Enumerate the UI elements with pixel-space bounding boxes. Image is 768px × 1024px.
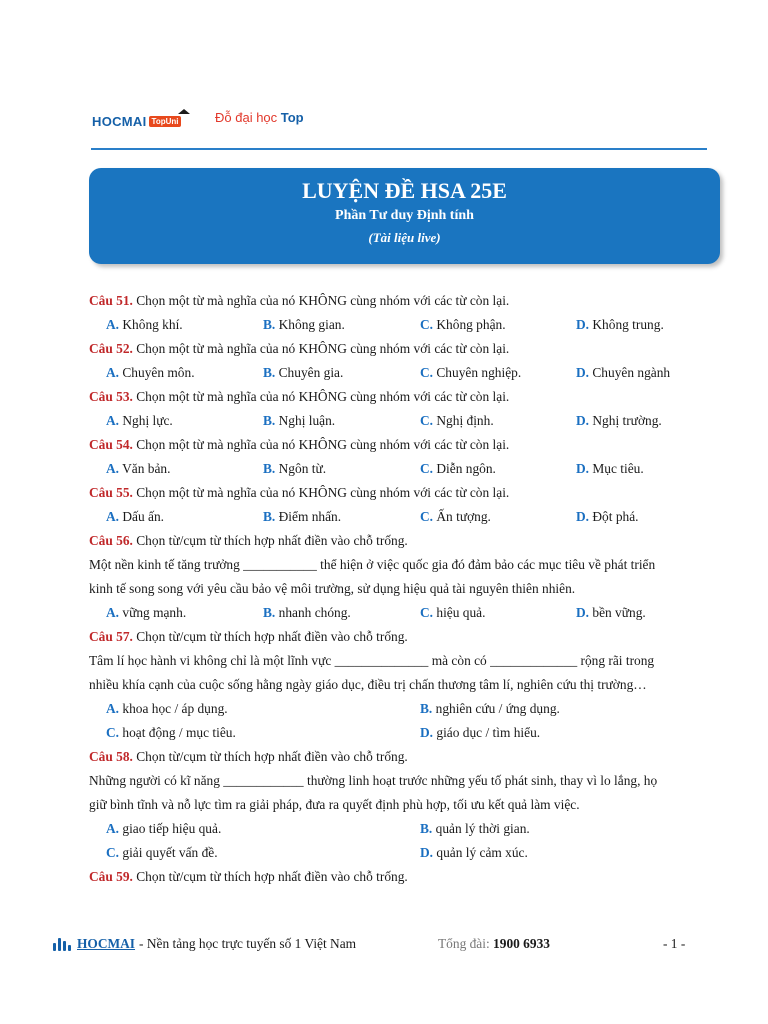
answer-option — [106, 457, 170, 481]
option-text: hoạt động / mục tiêu. — [119, 725, 236, 740]
question-stem — [89, 745, 719, 769]
option-letter: D. — [576, 605, 590, 620]
hocmai-topuni-logo — [92, 112, 181, 130]
question-label: Câu 51. — [89, 293, 133, 308]
question-text: Chọn một từ mà nghĩa của nó KHÔNG cùng nhóm với các từ còn lại. — [132, 341, 510, 356]
answer-option — [263, 601, 351, 625]
option-text: giải quyết vấn đề. — [119, 845, 218, 860]
answer-option — [106, 841, 218, 865]
option-letter: C. — [420, 365, 434, 380]
option-letter: C. — [420, 509, 434, 524]
option-text: giáo dục / tìm hiểu. — [433, 725, 541, 740]
question-passage-line — [89, 553, 719, 577]
option-text: vững mạnh. — [119, 605, 187, 620]
question-label: Câu 52. — [89, 341, 133, 356]
answer-option — [420, 409, 494, 433]
option-letter: A. — [106, 365, 120, 380]
option-letter: D. — [576, 461, 590, 476]
option-text: Đột phá. — [589, 509, 639, 524]
option-text: Không gian. — [275, 317, 345, 332]
option-text: Không phận. — [433, 317, 506, 332]
question-label: Câu 58. — [89, 749, 133, 764]
option-letter: A. — [106, 605, 120, 620]
option-text: nghiên cứu / ứng dụng. — [432, 701, 560, 716]
option-text: Nghị luận. — [275, 413, 336, 428]
page-number: - 1 - — [663, 936, 686, 951]
answer-option — [263, 313, 345, 337]
question-text: Chọn một từ mà nghĩa của nó KHÔNG cùng nhóm với các từ còn lại. — [132, 293, 510, 308]
option-text: Mục tiêu. — [589, 461, 644, 476]
question-passage-line — [89, 673, 719, 697]
answer-option — [106, 505, 164, 529]
option-letter: A. — [106, 317, 120, 332]
option-text: Điểm nhấn. — [275, 509, 342, 524]
option-text: Chuyên môn. — [119, 365, 195, 380]
option-letter: D. — [576, 413, 590, 428]
option-letter: A. — [106, 701, 120, 716]
option-text: Ngôn từ. — [275, 461, 327, 476]
options-row — [89, 601, 719, 625]
option-letter: D. — [576, 365, 590, 380]
question-stem — [89, 433, 719, 457]
answer-option — [263, 409, 335, 433]
option-text: Nghị trường. — [589, 413, 662, 428]
slogan-highlight: Top — [280, 110, 304, 125]
question-label: Câu 56. — [89, 533, 133, 548]
option-letter: B. — [263, 461, 276, 476]
graduation-cap-icon — [178, 109, 190, 114]
option-letter: A. — [106, 509, 120, 524]
question-passage-line — [89, 769, 719, 793]
hocmai-logo-icon — [53, 937, 71, 951]
option-letter: A. — [106, 413, 120, 428]
option-letter: C. — [420, 317, 434, 332]
question-text: nhiều khía cạnh của cuộc sống hằng ngày giáo dục, điều trị chấn thương tâm lí, nghiên cứu thị trường… — [89, 677, 647, 692]
answer-option — [420, 817, 530, 841]
question-label: Câu 57. — [89, 629, 133, 644]
answer-option — [420, 361, 521, 385]
question-label: Câu 59. — [89, 869, 133, 884]
question-passage-line — [89, 649, 719, 673]
option-letter: C. — [420, 605, 434, 620]
answer-option — [263, 457, 326, 481]
option-letter: C. — [106, 845, 120, 860]
answer-option — [106, 361, 195, 385]
page-footer — [53, 936, 693, 954]
options-row — [89, 721, 719, 745]
question-passage-line — [89, 577, 719, 601]
question-text: Những người có kĩ năng ____________ thường linh hoạt trước những yếu tố phát sinh, thay vì lo lắng, họ — [89, 773, 658, 788]
options-row — [89, 697, 719, 721]
question-text: Tâm lí học hành vi không chỉ là một lĩnh vực ______________ mà còn có _____________ rộng rãi trong — [89, 653, 655, 668]
option-text: Không trung. — [589, 317, 664, 332]
header-divider — [91, 148, 707, 150]
document-title: LUYỆN ĐỀ HSA 25E — [302, 178, 507, 203]
question-stem — [89, 865, 719, 889]
question-list — [89, 289, 719, 889]
options-row — [89, 817, 719, 841]
answer-option — [106, 817, 221, 841]
options-row — [89, 457, 719, 481]
question-text: Chọn một từ mà nghĩa của nó KHÔNG cùng nhóm với các từ còn lại. — [132, 437, 510, 452]
answer-option — [106, 697, 228, 721]
answer-option — [106, 409, 173, 433]
options-row — [89, 313, 719, 337]
question-text: Một nền kinh tế tăng trưởng ___________ thể hiện ở việc quốc gia đó đảm bảo các mục tiêu về phát triển — [89, 557, 656, 572]
question-text: Chọn từ/cụm từ thích hợp nhất điền vào chỗ trống. — [132, 629, 408, 644]
option-letter: B. — [263, 413, 276, 428]
question-text: Chọn từ/cụm từ thích hợp nhất điền vào chỗ trống. — [132, 749, 408, 764]
option-text: Văn bản. — [119, 461, 171, 476]
option-letter: B. — [263, 365, 276, 380]
options-row — [89, 505, 719, 529]
question-label: Câu 55. — [89, 485, 133, 500]
question-stem — [89, 289, 719, 313]
footer-logo-link[interactable]: HOCMAI — [77, 936, 136, 951]
option-text: Dấu ấn. — [119, 509, 165, 524]
option-letter: B. — [263, 317, 276, 332]
option-letter: C. — [106, 725, 120, 740]
answer-option — [263, 361, 343, 385]
option-text: Diễn ngôn. — [433, 461, 496, 476]
option-letter: B. — [420, 821, 433, 836]
option-letter: A. — [106, 461, 120, 476]
answer-option — [576, 313, 664, 337]
question-text: kinh tế song song với yêu cầu bảo vệ môi trường, sử dụng hiệu quả tài nguyên thiên nhiên. — [89, 581, 576, 596]
answer-option — [420, 313, 506, 337]
question-text: giữ bình tĩnh và nỗ lực tìm ra giải pháp, đưa ra quyết định phù hợp, tối ưu kết quả làm việc. — [89, 797, 580, 812]
footer-hotline: Tổng đài: 1900 6933 — [438, 936, 550, 951]
option-text: quản lý cảm xúc. — [433, 845, 528, 860]
option-text: Chuyên ngành — [589, 365, 671, 380]
option-text: quản lý thời gian. — [432, 821, 530, 836]
question-stem — [89, 481, 719, 505]
option-letter: A. — [106, 821, 120, 836]
option-letter: D. — [420, 845, 434, 860]
question-stem — [89, 625, 719, 649]
answer-option — [106, 601, 186, 625]
brand-topuni-badge: TopUni — [149, 116, 182, 127]
answer-option — [106, 313, 183, 337]
question-text: Chọn từ/cụm từ thích hợp nhất điền vào chỗ trống. — [132, 869, 408, 884]
option-letter: D. — [420, 725, 434, 740]
answer-option — [576, 601, 646, 625]
footer-logo — [53, 936, 356, 952]
option-text: Ấn tượng. — [433, 509, 491, 524]
answer-option — [106, 721, 236, 745]
answer-option — [420, 841, 528, 865]
document-subtitle: Phần Tư duy Định tính — [335, 208, 474, 223]
hotline-number: 1900 6933 — [493, 936, 550, 951]
answer-option — [420, 601, 485, 625]
answer-option — [576, 409, 662, 433]
answer-option — [576, 505, 639, 529]
question-stem — [89, 337, 719, 361]
footer-tagline: - Nền tảng học trực tuyến số 1 Việt Nam — [139, 936, 357, 951]
option-letter: D. — [576, 317, 590, 332]
document-note: (Tài liệu live) — [368, 230, 441, 245]
question-passage-line — [89, 793, 719, 817]
question-stem — [89, 529, 719, 553]
option-letter: B. — [263, 605, 276, 620]
question-label: Câu 53. — [89, 389, 133, 404]
answer-option — [420, 457, 496, 481]
question-text: Chọn một từ mà nghĩa của nó KHÔNG cùng nhóm với các từ còn lại. — [132, 485, 510, 500]
header-slogan: Đỗ đại học Top — [215, 110, 304, 125]
question-stem — [89, 385, 719, 409]
question-label: Câu 54. — [89, 437, 133, 452]
brand-hocmai-text: HOCMAI — [92, 113, 147, 129]
option-text: khoa học / áp dụng. — [119, 701, 228, 716]
options-row — [89, 361, 719, 385]
option-letter: C. — [420, 413, 434, 428]
option-letter: B. — [420, 701, 433, 716]
option-text: Nghị lực. — [119, 413, 173, 428]
option-text: hiệu quả. — [433, 605, 486, 620]
option-text: bền vững. — [589, 605, 646, 620]
option-text: Nghị định. — [433, 413, 494, 428]
question-text: Chọn từ/cụm từ thích hợp nhất điền vào chỗ trống. — [132, 533, 408, 548]
option-text: Chuyên gia. — [275, 365, 344, 380]
option-text: giao tiếp hiệu quả. — [119, 821, 222, 836]
answer-option — [576, 361, 670, 385]
question-text: Chọn một từ mà nghĩa của nó KHÔNG cùng nhóm với các từ còn lại. — [132, 389, 510, 404]
answer-option — [420, 697, 560, 721]
option-letter: C. — [420, 461, 434, 476]
option-text: nhanh chóng. — [275, 605, 351, 620]
answer-option — [263, 505, 341, 529]
option-text: Chuyên nghiệp. — [433, 365, 522, 380]
answer-option — [420, 505, 491, 529]
title-banner — [89, 168, 720, 264]
answer-option — [576, 457, 644, 481]
option-letter: B. — [263, 509, 276, 524]
options-row — [89, 841, 719, 865]
option-text: Không khí. — [119, 317, 183, 332]
answer-option — [420, 721, 540, 745]
options-row — [89, 409, 719, 433]
option-letter: D. — [576, 509, 590, 524]
